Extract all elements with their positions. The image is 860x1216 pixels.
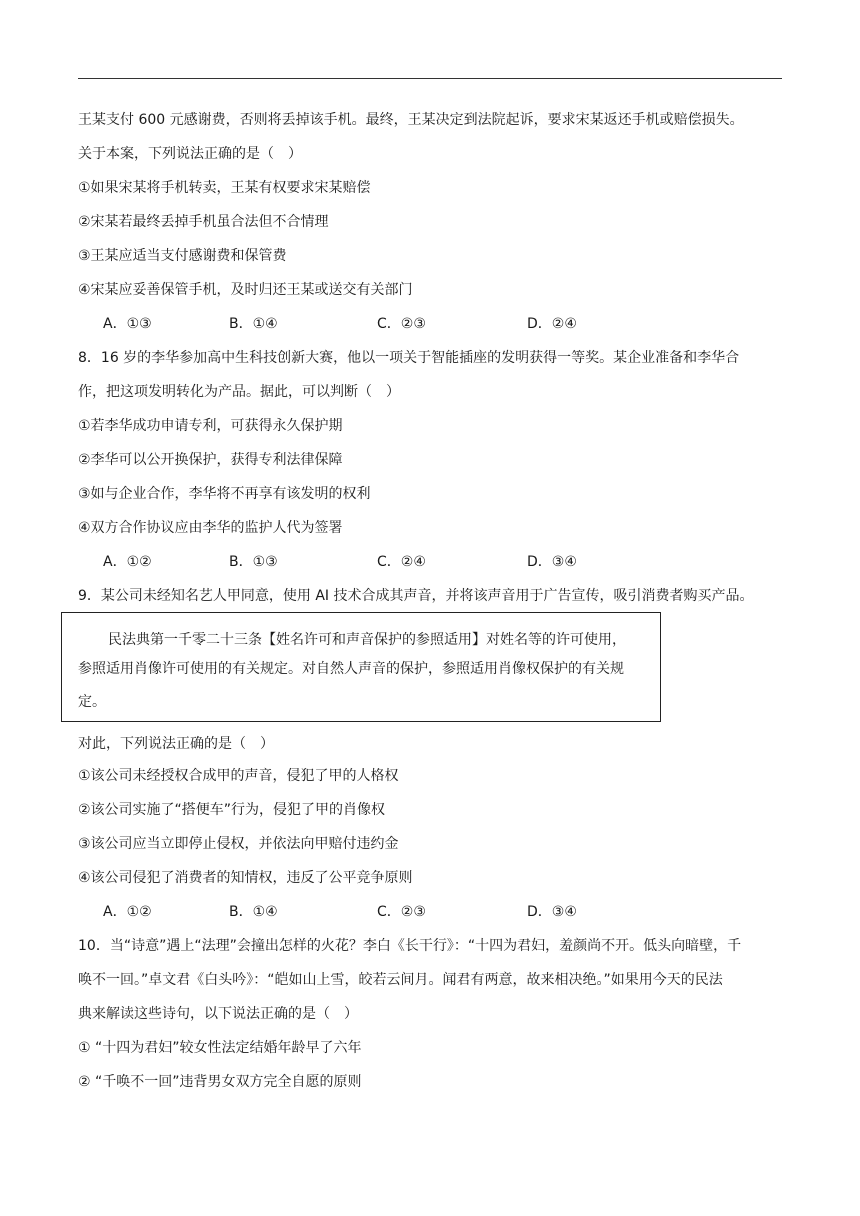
q9-statement-4: ④该公司侵犯了消费者的知情权，违反了公平竞争原则: [78, 870, 413, 886]
q7-option-a[interactable]: A．①③: [103, 316, 152, 332]
q10-stem-line-2: 唤不一回。”卓文君《白头吟》：“皑如山上雪，皎若云间月。闻君有两意，故来相决绝。”如果用今天的民法: [78, 972, 723, 988]
header-rule: [78, 78, 782, 79]
q8-stem-line-2: 作，把这项发明转化为产品。据此，可以判断（ ）: [78, 384, 400, 400]
q10-statement-2: ② “千唤不一回”违背男女双方完全自愿的原则: [78, 1074, 362, 1090]
q9-option-a[interactable]: A．①②: [103, 904, 152, 920]
q7-statement-1: ①如果宋某将手机转卖，王某有权要求宋某赔偿: [78, 180, 371, 196]
q9-statement-1: ①该公司未经授权合成甲的声音，侵犯了甲的人格权: [78, 768, 399, 784]
q9-statement-3: ③该公司应当立即停止侵权，并依法向甲赔付违约金: [78, 836, 399, 852]
q10-statement-1: ① “十四为君妇”较女性法定结婚年龄早了六年: [78, 1040, 362, 1056]
quote-line-1: 民法典第一千零二十三条【姓名许可和声音保护的参照适用】对姓名等的许可使用，: [108, 632, 626, 648]
q8-options: [103, 552, 703, 572]
q7-statement-3: ③王某应适当支付感谢费和保管费: [78, 248, 287, 264]
q7-statement-4: ④宋某应妥善保管手机，及时归还王某或送交有关部门: [78, 282, 413, 298]
q9-statement-2: ②该公司实施了“搭便车”行为，侵犯了甲的肖像权: [78, 802, 386, 818]
quote-line-2: 参照适用肖像许可使用的有关规定。对自然人声音的保护，参照适用肖像权保护的有关规: [78, 661, 624, 677]
q8-stem-line-1: 8．16 岁的李华参加高中生科技创新大赛，他以一项关于智能插座的发明获得一等奖。某企业准备和李华合: [78, 350, 740, 366]
q8-statement-2: ②李华可以公开换保护，获得专利法律保障: [78, 452, 343, 468]
q7-option-b[interactable]: B．①④: [229, 316, 278, 332]
q7-options: [103, 314, 703, 334]
q9-question: 对此，下列说法正确的是（ ）: [78, 736, 274, 752]
q9-option-c[interactable]: C．②③: [377, 904, 426, 920]
q9-stem: 9．某公司未经知名艺人甲同意，使用 AI 技术合成其声音，并将该声音用于广告宣传，吸引消费者购买产品。: [78, 588, 754, 604]
q9-option-b[interactable]: B．①④: [229, 904, 278, 920]
q7-statement-2: ②宋某若最终丢掉手机虽合法但不合情理: [78, 214, 329, 230]
q7-line: 王某支付 600 元感谢费，否则将丢掉该手机。最终，王某决定到法院起诉，要求宋某返还手机或赔偿损失。: [78, 112, 744, 128]
q8-option-d[interactable]: D．③④: [527, 554, 577, 570]
q10-stem-line-1: 10．当“诗意”遇上“法理”会撞出怎样的火花？李白《长干行》：“十四为君妇，羞颜尚不开。低头向暗壁，千: [78, 938, 742, 954]
q8-statement-4: ④双方合作协议应由李华的监护人代为签署: [78, 520, 343, 536]
q7-option-c[interactable]: C．②③: [377, 316, 426, 332]
q8-option-c[interactable]: C．②④: [377, 554, 426, 570]
q9-options: [103, 902, 703, 922]
q8-option-a[interactable]: A．①②: [103, 554, 152, 570]
q7-question: 关于本案，下列说法正确的是（ ）: [78, 146, 302, 162]
q8-statement-3: ③如与企业合作，李华将不再享有该发明的权利: [78, 486, 371, 502]
quote-line-3: 定。: [78, 694, 106, 710]
q10-stem-line-3: 典来解读这些诗句，以下说法正确的是（ ）: [78, 1006, 358, 1022]
q8-statement-1: ①若李华成功申请专利，可获得永久保护期: [78, 418, 343, 434]
q9-option-d[interactable]: D．③④: [527, 904, 577, 920]
legal-quote-box: [61, 612, 661, 722]
q8-option-b[interactable]: B．①③: [229, 554, 278, 570]
q7-option-d[interactable]: D．②④: [527, 316, 577, 332]
